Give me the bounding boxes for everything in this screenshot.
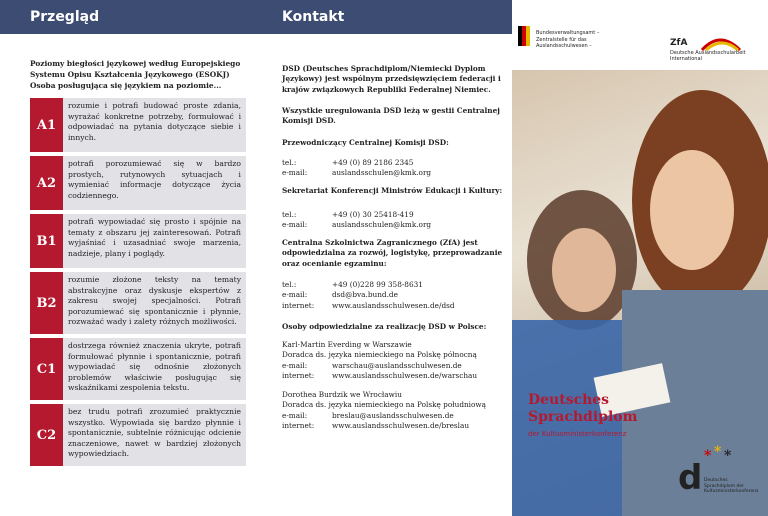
person-name: Karl-Martin Everding w Warszawie	[282, 340, 412, 349]
level-code: C2	[30, 404, 63, 466]
contact-wroclaw	[282, 390, 506, 432]
contact-panel	[256, 0, 512, 516]
contact-value[interactable]: warschau@auslandsschulwesen.de	[332, 360, 462, 370]
central-commission-note: Wszystkie uregulowania DSD leżą w gestii Centralnej Komisji DSD.	[282, 106, 500, 126]
contact-value[interactable]: auslandsschulen@kmk.org	[332, 168, 432, 178]
contact-label: e-mail:	[282, 168, 308, 178]
contact-title: Kontakt	[256, 0, 512, 34]
level-b1	[30, 214, 246, 268]
contact-value: +49 (0) 30 25418-419	[332, 210, 414, 219]
contact-value[interactable]: breslau@auslandsschulwesen.de	[332, 410, 454, 420]
contact-label: internet:	[282, 421, 315, 431]
ds-subtitle: der Kultusministerkonferenz	[528, 430, 627, 438]
level-code: B1	[30, 214, 63, 268]
contact-value[interactable]: www.auslandsschulwesen.de/breslau	[332, 421, 470, 431]
dsd-logo	[678, 444, 759, 508]
level-c2	[30, 404, 246, 466]
dsd-logo-text: Deutsches Sprachdiplom der Kultusministerkonferenz	[704, 478, 759, 494]
level-c1	[30, 338, 246, 400]
star-icon: *	[704, 448, 712, 464]
contact-value: +49 (0)228 99 358-8631	[332, 280, 423, 289]
contact-intro: DSD (Deutsches Sprachdiplom/Niemiecki Dyplom Językowy) jest wspólnym przedsięwzięciem federacji i krajów związkowych Republiki Federalnej Niemiec.	[282, 64, 501, 94]
contact-label: e-mail:	[282, 360, 308, 370]
contact-label: tel.:	[282, 158, 297, 167]
contact-label: internet:	[282, 300, 315, 310]
ds-title-line1: Deutsches	[528, 392, 610, 408]
contact-value: +49 (0) 89 2186 2345	[332, 158, 414, 167]
level-code: C1	[30, 338, 63, 400]
person-name: Dorothea Burdzik we Wrocławiu	[282, 390, 402, 399]
star-icon: *	[724, 448, 732, 464]
bva-logo-text: Bundesverwaltungsamt – Zentralstelle für das Auslandsschulwesen –	[536, 30, 600, 49]
ds-title	[528, 392, 637, 426]
zfa-logo: ZfA	[670, 38, 688, 48]
contact-label: e-mail:	[282, 290, 308, 300]
flag-gold	[526, 26, 530, 46]
secretariat-contacts	[282, 210, 506, 231]
poland-heading: Osoby odpowiedzialne za realizację DSD w Polsce:	[282, 322, 487, 331]
secretariat-heading: Sekretariat Konferencji Ministrów Edukacji i Kultury:	[282, 186, 503, 195]
level-desc: dostrzega również znaczenia ukryte, potrafi formułować płynnie i spontanicznie, potrafi wypowiadać się odnośnie złożonych problemów właściwie posługując się wskaźnikami zespolenia tekstu.	[63, 338, 246, 400]
level-code: B2	[30, 272, 63, 334]
contact-value[interactable]: www.auslandsschulwesen.de/dsd	[332, 300, 455, 310]
person-role: Doradca ds. języka niemieckiego na Polskę południową	[282, 400, 487, 410]
contact-value[interactable]: dsd@bva.bund.de	[332, 290, 398, 300]
cover-panel	[512, 0, 768, 516]
dsd-logo-d: d	[678, 458, 703, 498]
level-desc: bez trudu potrafi zrozumieć praktycznie wszystko. Wypowiada się bardzo płynnie i spontanicznie, subtelnie różnicując odcienie znaczeniowe, nawet w bardziej złożonych wypowiedziach.	[63, 404, 246, 466]
level-desc: rozumie złożone teksty na tematy abstrakcyjne oraz dyskusje ekspertów z zakresu swojej specjalności. Potrafi porozumiewać się spontanicznie i płynnie, rozważać wady i zalety różnych możliwości.	[63, 272, 246, 334]
level-a2	[30, 156, 246, 210]
chair-heading: Przewodniczący Centralnej Komisji DSD:	[282, 138, 449, 147]
star-icon: *	[714, 444, 722, 460]
overview-title: Przegląd	[0, 0, 256, 34]
contact-label: e-mail:	[282, 220, 308, 230]
level-a1	[30, 98, 246, 152]
chair-contacts	[282, 158, 506, 179]
level-code: A2	[30, 156, 63, 210]
zfa-arc-icon	[700, 30, 742, 52]
zfa-heading: Centralna Szkolnictwa Zagranicznego (ZfA) jest odpowiedzialna za rozwój, logistykę, przeprowadzanie oraz ocenianie egzaminu:	[282, 238, 503, 268]
contact-value[interactable]: auslandsschulen@kmk.org	[332, 220, 432, 230]
contact-label: tel.:	[282, 210, 297, 219]
overview-intro: Poziomy biegłości językowej według Europejskiego Systemu Opisu Kształcenia Językowego (ESOKJ) Osoba posługująca się językiem na poziomie...	[30, 59, 241, 90]
level-desc: potrafi wypowiadać się prosto i spójnie na tematy z obszaru jej zainteresowań. Potrafi wyjaśniać i uzasadniać swoje marzenia, nadzieje, plany i poglądy.	[63, 214, 246, 268]
zfa-logo-sub: Deutsche Auslandsschularbeit International	[670, 50, 746, 62]
level-desc: rozumie i potrafi budować proste zdania, wyrażać konkretne potrzeby, formułować i odpowiadać na pytania dotyczące siebie i innych.	[63, 98, 246, 152]
level-desc: potrafi porozumiewać się w bardzo prostych, rutynowych sytuacjach i wymieniać informacje dotyczące życia codziennego.	[63, 156, 246, 210]
contact-label: e-mail:	[282, 410, 308, 420]
overview-panel	[0, 0, 256, 516]
logo-bar	[512, 0, 768, 70]
contact-label: internet:	[282, 371, 315, 381]
level-code: A1	[30, 98, 63, 152]
person-role: Doradca ds. języka niemieckiego na Polskę północną	[282, 350, 477, 360]
contact-value[interactable]: www.auslandsschulwesen.de/warschau	[332, 371, 478, 381]
contact-label: tel.:	[282, 280, 297, 289]
contact-warsaw	[282, 340, 506, 382]
zfa-contacts	[282, 280, 506, 311]
ds-title-line2: Sprachdiplom	[528, 409, 638, 425]
level-list	[30, 98, 246, 470]
level-b2	[30, 272, 246, 334]
